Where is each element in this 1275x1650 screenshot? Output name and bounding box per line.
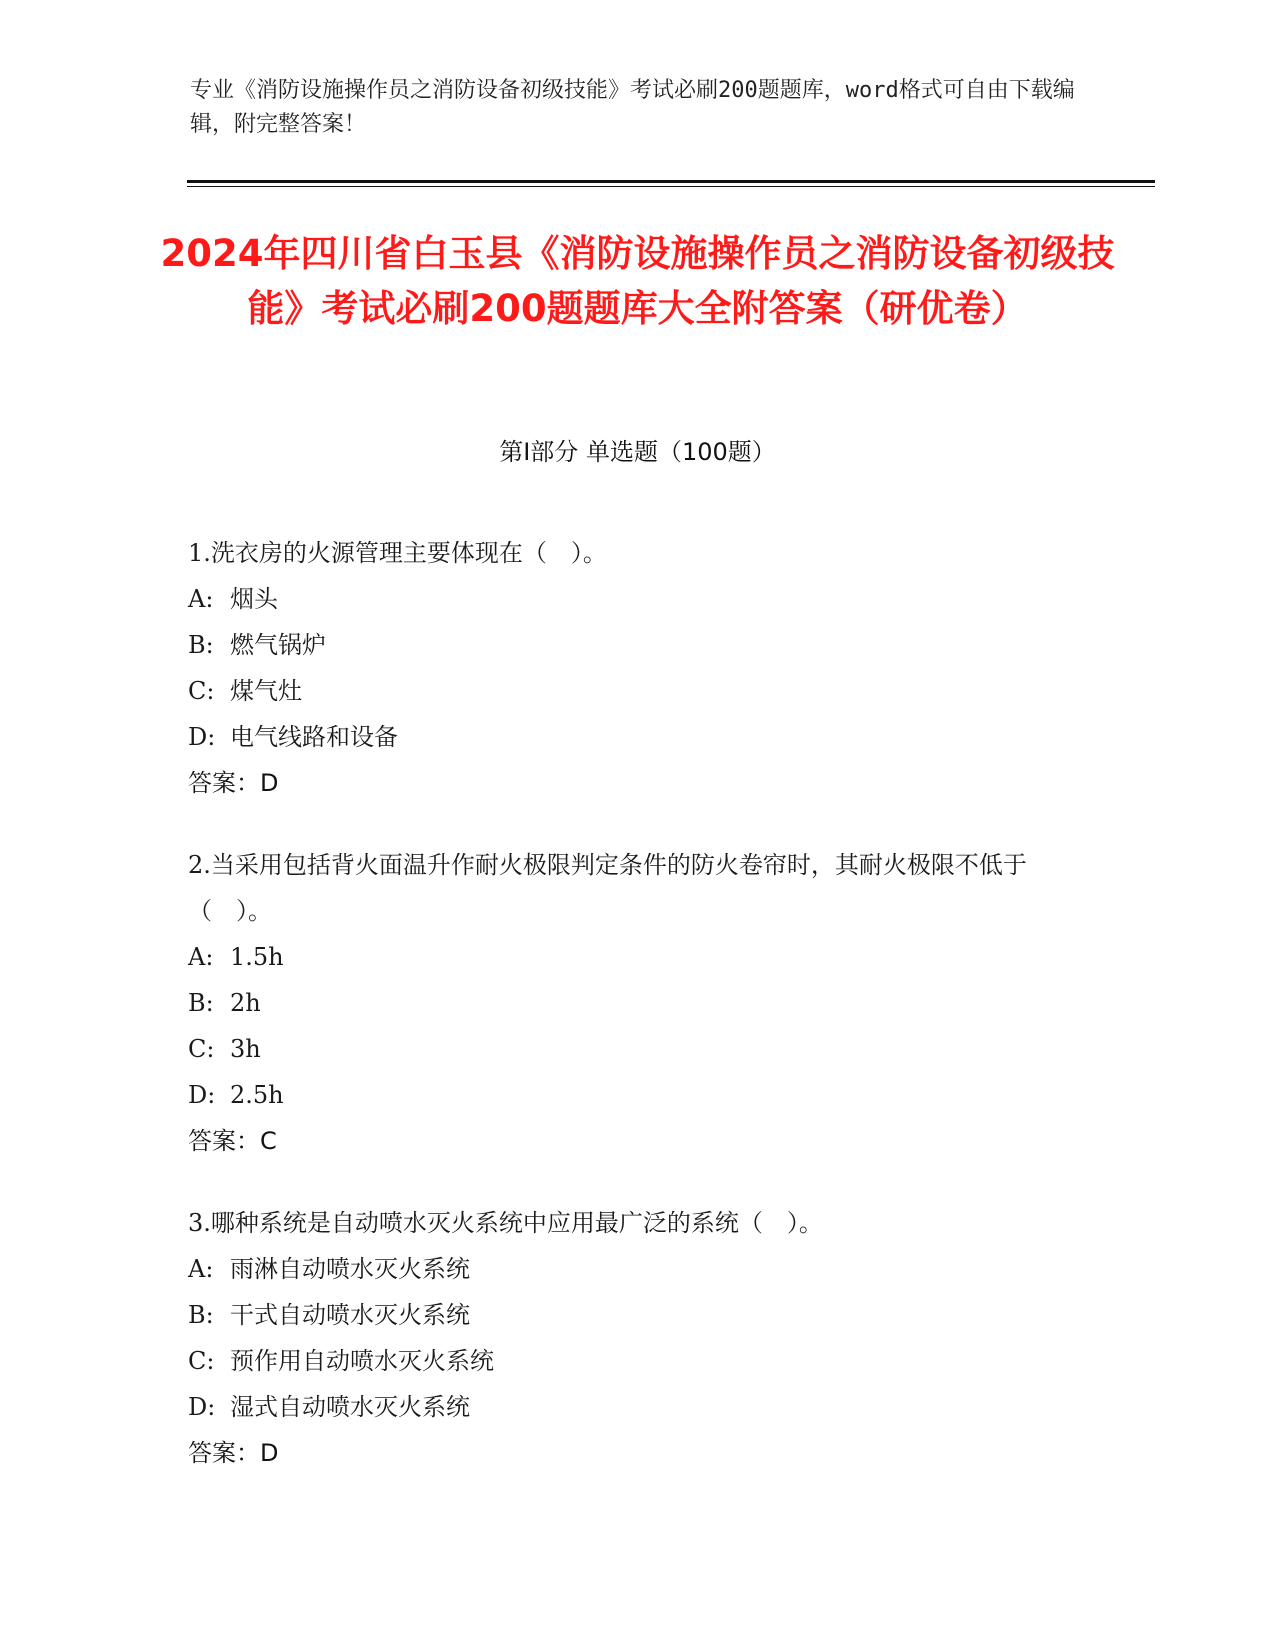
option-letter: A: <box>188 943 214 971</box>
option-letter: C: <box>188 677 215 705</box>
option-letter: D: <box>188 723 216 751</box>
option-letter: B: <box>188 989 214 1017</box>
question-1 <box>188 530 1068 806</box>
question-3 <box>188 1200 1068 1476</box>
answer: 答案：C <box>188 1127 277 1155</box>
option-text: 电气线路和设备 <box>230 723 398 751</box>
document-title: 2024年四川省白玉县《消防设施操作员之消防设备初级技能》考试必刷200题题库大全附答案（研优卷） <box>160 232 1115 330</box>
option-text: 1.5h <box>230 943 284 971</box>
option-c <box>188 1026 1068 1072</box>
option-a <box>188 934 1068 980</box>
option-letter: C: <box>188 1035 215 1063</box>
option-letter: A: <box>188 1255 214 1283</box>
option-text: 预作用自动喷水灭火系统 <box>230 1347 494 1375</box>
option-letter: D: <box>188 1081 216 1109</box>
header-rule-thick <box>187 180 1155 183</box>
option-d <box>188 1072 1068 1118</box>
section-title: 第Ⅰ部分 单选题（100题） <box>499 438 776 466</box>
option-text: 雨淋自动喷水灭火系统 <box>230 1255 470 1283</box>
header-rule-thin <box>187 186 1155 187</box>
question-text: 3.哪种系统是自动喷水灭火系统中应用最广泛的系统（ ）。 <box>188 1209 823 1237</box>
option-d <box>188 1384 1068 1430</box>
option-text: 2.5h <box>230 1081 284 1109</box>
header-note: 专业《消防设施操作员之消防设备初级技能》考试必刷200题题库，word格式可自由下载编辑，附完整答案！ <box>190 78 1075 137</box>
option-c <box>188 668 1068 714</box>
option-d <box>188 714 1068 760</box>
option-letter: C: <box>188 1347 215 1375</box>
option-letter: B: <box>188 1301 214 1329</box>
option-b <box>188 1292 1068 1338</box>
option-c <box>188 1338 1068 1384</box>
question-text: 2.当采用包括背火面温升作耐火极限判定条件的防火卷帘时，其耐火极限不低于（ ）。 <box>188 851 1027 925</box>
question-list <box>188 530 1068 1512</box>
option-text: 3h <box>230 1035 261 1063</box>
option-text: 2h <box>230 989 261 1017</box>
question-text: 1.洗衣房的火源管理主要体现在（ ）。 <box>188 539 607 567</box>
option-b <box>188 622 1068 668</box>
answer: 答案：D <box>188 1439 279 1467</box>
option-a <box>188 576 1068 622</box>
option-text: 烟头 <box>230 585 278 613</box>
answer: 答案：D <box>188 769 279 797</box>
option-letter: B: <box>188 631 214 659</box>
option-letter: D: <box>188 1393 216 1421</box>
option-text: 湿式自动喷水灭火系统 <box>230 1393 470 1421</box>
question-2 <box>188 842 1068 1164</box>
option-b <box>188 980 1068 1026</box>
option-text: 干式自动喷水灭火系统 <box>230 1301 470 1329</box>
option-text: 燃气锅炉 <box>230 631 326 659</box>
option-text: 煤气灶 <box>230 677 302 705</box>
option-letter: A: <box>188 585 214 613</box>
option-a <box>188 1246 1068 1292</box>
